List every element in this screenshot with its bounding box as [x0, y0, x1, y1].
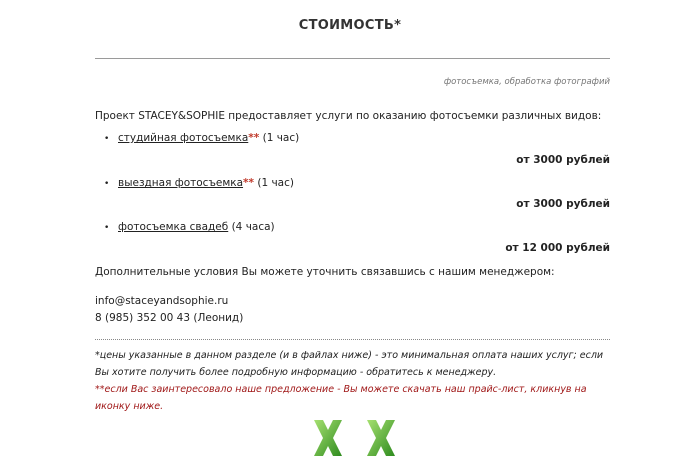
footnote-marker: ** — [248, 132, 260, 144]
service-item — [104, 132, 299, 144]
service-price: от 3000 рублей — [516, 198, 610, 210]
service-link-wedding[interactable]: фотосъемка свадеб — [118, 221, 229, 233]
service-duration: (1 час) — [257, 177, 294, 189]
extra-conditions-text: Дополнительные условия Вы можете уточнить связавшись с нашим менеджером: — [95, 266, 555, 278]
bullet-icon: • — [104, 179, 110, 189]
contact-phone: 8 (985) 352 00 43 (Леонид) — [95, 312, 244, 324]
excel-icon[interactable] — [363, 418, 399, 458]
service-link-onsite[interactable]: выездная фотосъемка — [118, 177, 244, 189]
service-price: от 3000 рублей — [516, 154, 610, 166]
service-item — [104, 177, 294, 189]
footnote-marker: ** — [243, 177, 255, 189]
download-footnote: **если Вас заинтересовало наше предложение - Вы можете скачать наш прайс-лист, кликнув на иконку ниже. — [95, 384, 587, 412]
price-footnote: *цены указанные в данном разделе (и в файлах ниже) - это минимальная оплата наших услуг; если Вы хотите получить более подробную информацию - обратитесь к менеджеру. — [95, 350, 604, 378]
service-link-studio[interactable]: студийная фотосъемка — [118, 132, 249, 144]
bullet-icon: • — [104, 223, 110, 233]
service-item — [104, 221, 275, 233]
page-title: СТОИМОСТЬ* — [298, 18, 402, 33]
notes-divider — [95, 339, 610, 340]
service-duration: (1 час) — [262, 132, 300, 144]
service-price: от 12 000 рублей — [505, 242, 610, 254]
contact-email: info@staceyandsophie.ru — [95, 295, 229, 307]
excel-icon[interactable] — [310, 418, 346, 458]
intro-text: Проект STACEY&SOPHIE предоставляет услуги по оказанию фотосъемки различных видов: — [95, 110, 602, 122]
title-divider — [95, 58, 610, 59]
service-duration: (4 часа) — [231, 221, 275, 233]
bullet-icon: • — [104, 134, 110, 144]
category-label: фотосъемка, обработка фотографий — [443, 77, 610, 87]
